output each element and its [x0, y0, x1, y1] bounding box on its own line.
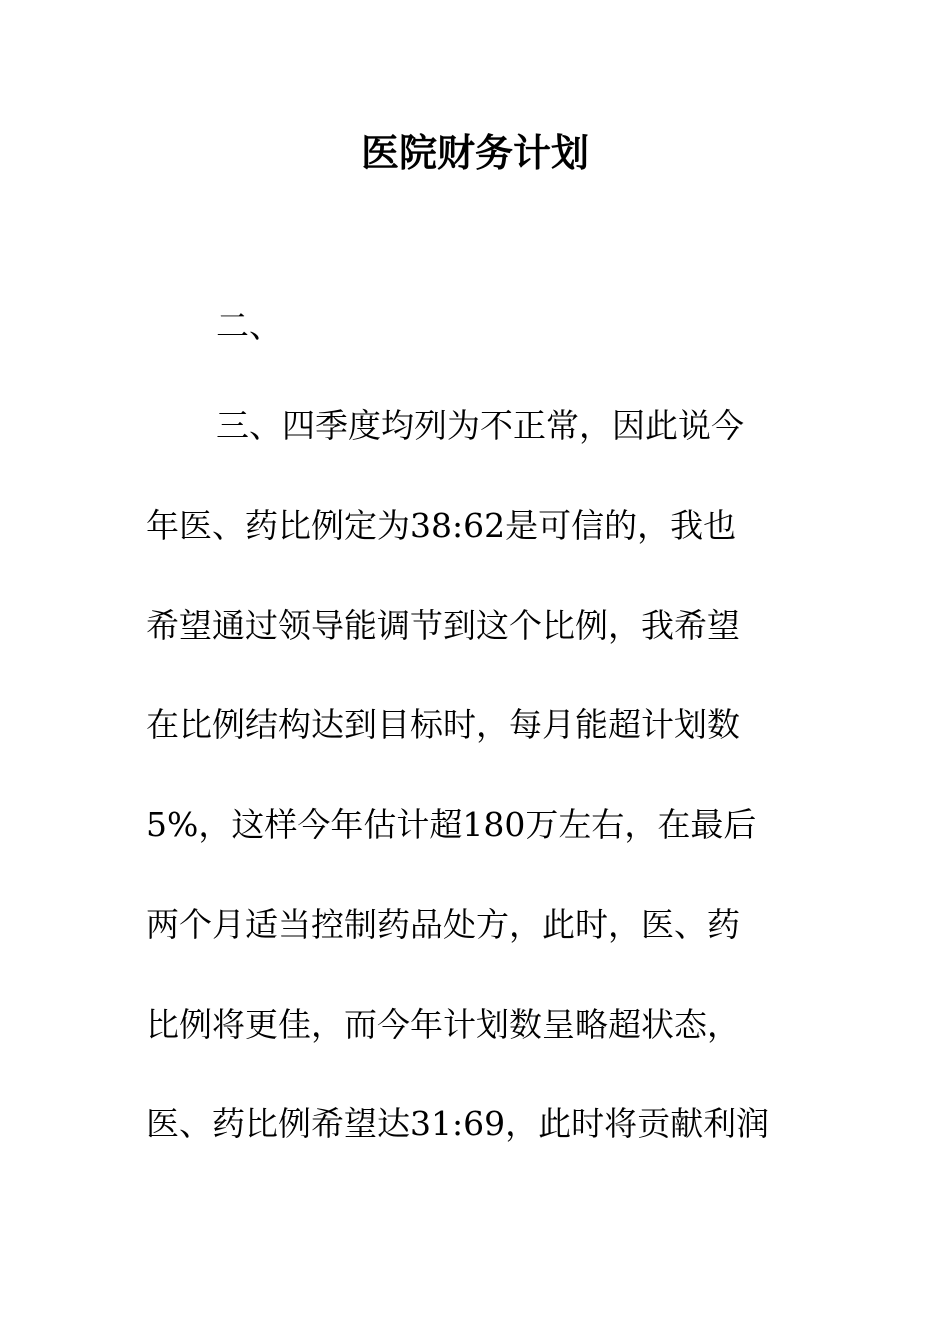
paragraph-line: 三、四季度均列为不正常，因此说今: [216, 406, 744, 445]
paragraph-line: 比例将更佳，而今年计划数呈略超状态，: [146, 1005, 740, 1044]
document-title: 医院财务计划: [360, 131, 589, 175]
paragraph-line: 在比例结构达到目标时，每月能超计划数: [146, 705, 740, 744]
paragraph-line: 二、: [216, 306, 282, 345]
paragraph-line: 年医、药比例定为38:62是可信的，我也: [146, 506, 737, 545]
paragraph-line: 两个月适当控制药品处方，此时，医、药: [146, 905, 740, 944]
paragraph-line: 医、药比例希望达31:69，此时将贡献利润: [146, 1104, 770, 1143]
paragraph-line: 希望通过领导能调节到这个比例，我希望: [146, 606, 740, 645]
paragraph-line: 5%，这样今年估计超180万左右，在最后: [146, 805, 757, 844]
